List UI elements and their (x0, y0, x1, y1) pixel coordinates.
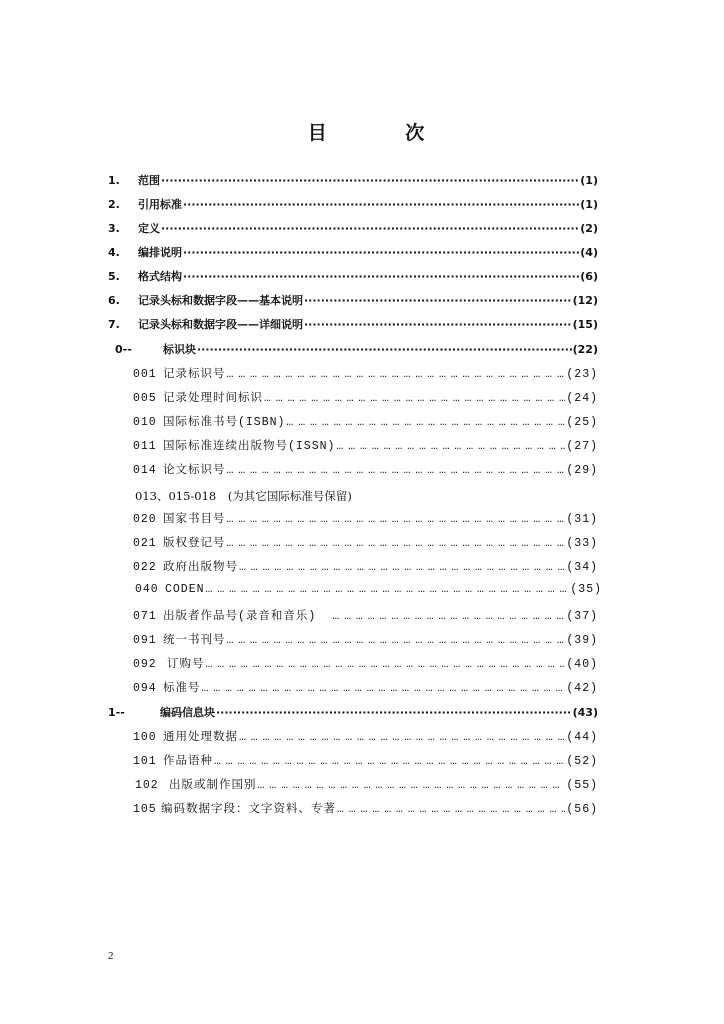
entry-page: (37) (566, 610, 598, 623)
entry-page: (35) (570, 583, 602, 596)
toc-entry-4[interactable] (108, 244, 598, 266)
entry-page: (25) (566, 416, 598, 429)
entry-label: 版权登记号 (163, 537, 226, 550)
toc-entry-040[interactable] (135, 583, 602, 605)
toc-entry-010[interactable] (133, 413, 598, 435)
toc-reserved-note (135, 488, 352, 504)
entry-page: (12) (572, 294, 598, 307)
entry-page: (29) (566, 464, 598, 477)
entry-page: (42) (566, 682, 598, 695)
entry-number: 1-- (108, 706, 125, 719)
entry-label: 出版或制作国别 (169, 779, 257, 792)
entry-label: 政府出版物号 (163, 561, 238, 574)
dot-leader (214, 755, 565, 768)
entry-page: (39) (566, 634, 598, 647)
entry-number: 071 (133, 610, 157, 623)
toc-entry-102[interactable] (135, 776, 598, 798)
entry-page: (24) (566, 392, 598, 405)
entry-page: (1) (580, 198, 598, 211)
dot-leader (216, 706, 572, 719)
entry-number: 005 (133, 392, 157, 405)
toc-entry-105[interactable] (133, 800, 598, 822)
toc-entry-005[interactable] (133, 389, 598, 411)
dot-leader (206, 658, 566, 671)
dot-leader (227, 464, 566, 477)
dot-leader (161, 222, 579, 235)
dot-leader (227, 368, 566, 381)
entry-number: 092 (133, 658, 157, 671)
entry-number: 1. (108, 174, 120, 187)
dot-leader (227, 537, 566, 550)
dot-leader (227, 513, 566, 526)
entry-number: 014 (133, 464, 157, 477)
dot-leader (202, 682, 566, 695)
entry-page: (55) (566, 779, 598, 792)
toc-entry-6[interactable] (108, 292, 598, 314)
entry-page: (27) (566, 440, 598, 453)
dot-leader (332, 610, 565, 623)
entry-label: 引用标准 (138, 198, 182, 211)
entry-label: 出版者作品号(录音和音乐) (163, 610, 317, 623)
entry-number: 011 (133, 440, 157, 453)
toc-entry-5[interactable] (108, 268, 598, 290)
entry-label: 记录头标和数据字段——基本说明 (138, 294, 303, 307)
entry-number: 2. (108, 198, 120, 211)
toc-entry-3[interactable] (108, 220, 598, 242)
entry-number: 100 (133, 731, 157, 744)
toc-entry-022[interactable] (133, 558, 598, 580)
entry-label: 统一书刊号 (163, 634, 226, 647)
entry-page: (33) (566, 537, 598, 550)
dot-leader (286, 416, 565, 429)
entry-label: 编码信息块 (160, 706, 215, 719)
entry-label: 国际标准书号(ISBN) (163, 416, 286, 429)
entry-page: (2) (580, 222, 598, 235)
entry-page: (31) (566, 513, 598, 526)
toc-entry-021[interactable] (133, 534, 598, 556)
dot-leader (197, 343, 572, 356)
toc-entry-014[interactable] (133, 461, 598, 483)
entry-page: (6) (580, 270, 598, 283)
entry-label: 国际标准连续出版物号(ISSN) (163, 440, 336, 453)
entry-label: 格式结构 (138, 270, 182, 283)
entry-number: 040 (135, 583, 159, 596)
dot-leader (161, 174, 579, 187)
entry-page: (43) (572, 706, 598, 719)
entry-number: 102 (135, 779, 159, 792)
entry-label: 记录头标和数据字段——详细说明 (138, 318, 303, 331)
entry-page: (22) (572, 343, 598, 356)
entry-label: 标准号 (163, 682, 201, 695)
toc-title: 目 次 (307, 122, 461, 144)
dot-leader (227, 634, 566, 647)
toc-entry-001[interactable] (133, 365, 598, 387)
entry-page: (1) (580, 174, 598, 187)
entry-number: 7. (108, 318, 120, 331)
entry-label: 范围 (138, 174, 160, 187)
entry-page: (44) (566, 731, 598, 744)
entry-number: 0-- (115, 343, 132, 356)
dot-leader (206, 583, 570, 596)
entry-page: (23) (566, 368, 598, 381)
page-number: 2 (108, 950, 114, 962)
dot-leader (304, 318, 572, 331)
entry-number: 101 (133, 755, 157, 768)
entry-number: 105 (133, 803, 157, 816)
entry-label: (为其它国际标准号保留) (227, 489, 352, 503)
dot-leader (183, 198, 579, 211)
dot-leader (183, 246, 579, 259)
entry-label: CODEN (165, 583, 205, 596)
entry-number: 021 (133, 537, 157, 550)
entry-number: 091 (133, 634, 157, 647)
toc-entry-100[interactable] (133, 728, 598, 750)
dot-leader (264, 392, 565, 405)
entry-number: 020 (133, 513, 157, 526)
entry-number: 5. (108, 270, 120, 283)
dot-leader (336, 440, 565, 453)
entry-number: 3. (108, 222, 120, 235)
toc-entry-094[interactable] (133, 679, 598, 701)
entry-page: (4) (580, 246, 598, 259)
entry-page: (34) (566, 561, 598, 574)
entry-page: (52) (566, 755, 598, 768)
entry-label: 编码数据字段：文字资料、专著 (161, 803, 336, 816)
entry-label: 通用处理数据 (163, 731, 238, 744)
entry-label: 作品语种 (163, 755, 213, 768)
dot-leader (337, 803, 565, 816)
toc-entry-071[interactable] (133, 607, 598, 629)
toc-entry-block-1[interactable] (108, 704, 598, 726)
entry-number: 001 (133, 368, 157, 381)
entry-label: 订购号 (167, 658, 205, 671)
entry-label: 标识块 (163, 343, 196, 356)
entry-number: 4. (108, 246, 120, 259)
entry-label: 编排说明 (138, 246, 182, 259)
entry-page: (40) (566, 658, 598, 671)
toc-entry-2[interactable] (108, 196, 598, 218)
toc-entry-020[interactable] (133, 510, 598, 532)
entry-number: 094 (133, 682, 157, 695)
dot-leader (239, 731, 565, 744)
toc-entry-101[interactable] (133, 752, 598, 774)
toc-entry-1[interactable] (108, 172, 598, 194)
toc-entry-7[interactable] (108, 316, 598, 338)
dot-leader (258, 779, 566, 792)
entry-page: (15) (572, 318, 598, 331)
entry-label: 定义 (138, 222, 160, 235)
entry-number: 6. (108, 294, 120, 307)
entry-label: 论文标识号 (163, 464, 226, 477)
toc-entry-block-0[interactable] (115, 341, 598, 363)
dot-leader (183, 270, 579, 283)
entry-label: 国家书目号 (163, 513, 226, 526)
entry-number: 010 (133, 416, 157, 429)
toc-entry-011[interactable] (133, 437, 598, 459)
entry-page: (56) (566, 803, 598, 816)
toc-entry-092[interactable] (133, 655, 598, 677)
dot-leader (304, 294, 572, 307)
entry-label: 记录处理时间标识 (163, 392, 263, 405)
toc-entry-091[interactable] (133, 631, 598, 653)
entry-label: 记录标识号 (163, 368, 226, 381)
entry-number: 013、015-018 (135, 489, 217, 503)
entry-number: 022 (133, 561, 157, 574)
dot-leader (239, 561, 565, 574)
